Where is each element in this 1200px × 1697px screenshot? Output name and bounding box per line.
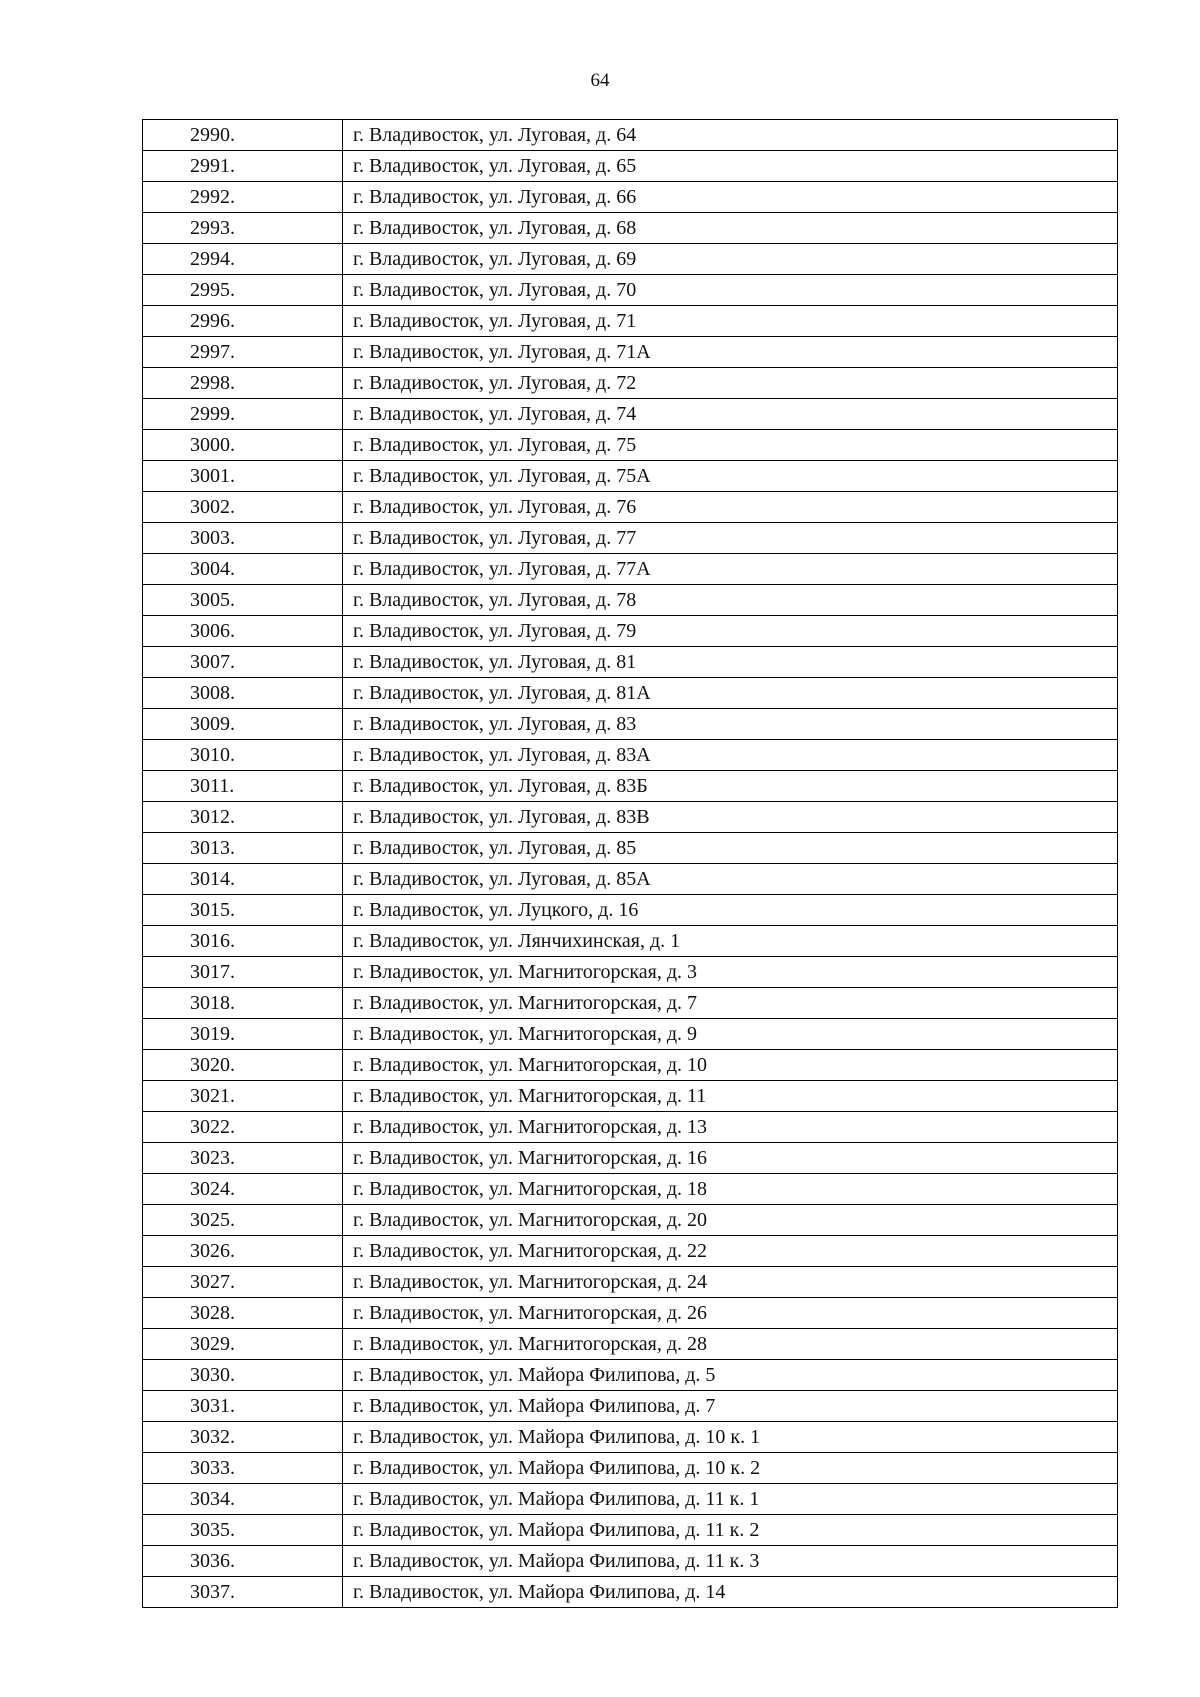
row-number: 3035.	[143, 1515, 343, 1546]
row-address: г. Владивосток, ул. Луговая, д. 83А	[343, 740, 1118, 771]
row-number: 2999.	[143, 399, 343, 430]
row-address: г. Владивосток, ул. Магнитогорская, д. 7	[343, 988, 1118, 1019]
row-number: 3028.	[143, 1298, 343, 1329]
row-address: г. Владивосток, ул. Майора Филипова, д. 7	[343, 1391, 1118, 1422]
table-row	[143, 1329, 1118, 1360]
row-address: г. Владивосток, ул. Майора Филипова, д. 11 к. 1	[343, 1484, 1118, 1515]
row-address: г. Владивосток, ул. Магнитогорская, д. 10	[343, 1050, 1118, 1081]
table-row	[143, 1577, 1118, 1608]
row-address: г. Владивосток, ул. Магнитогорская, д. 22	[343, 1236, 1118, 1267]
row-address: г. Владивосток, ул. Луговая, д. 75А	[343, 461, 1118, 492]
row-address: г. Владивосток, ул. Луцкого, д. 16	[343, 895, 1118, 926]
row-address: г. Владивосток, ул. Луговая, д. 83Б	[343, 771, 1118, 802]
row-address: г. Владивосток, ул. Магнитогорская, д. 13	[343, 1112, 1118, 1143]
table-row	[143, 988, 1118, 1019]
table-row	[143, 1298, 1118, 1329]
row-number: 3023.	[143, 1143, 343, 1174]
row-number: 2998.	[143, 368, 343, 399]
row-number: 3036.	[143, 1546, 343, 1577]
row-number: 3026.	[143, 1236, 343, 1267]
row-number: 3009.	[143, 709, 343, 740]
table-row	[143, 957, 1118, 988]
table-row	[143, 1050, 1118, 1081]
table-row	[143, 337, 1118, 368]
row-number: 3022.	[143, 1112, 343, 1143]
table-row	[143, 1081, 1118, 1112]
table-row	[143, 740, 1118, 771]
table-row	[143, 1422, 1118, 1453]
row-address: г. Владивосток, ул. Майора Филипова, д. 14	[343, 1577, 1118, 1608]
table-row	[143, 461, 1118, 492]
row-number: 2997.	[143, 337, 343, 368]
row-address: г. Владивосток, ул. Магнитогорская, д. 24	[343, 1267, 1118, 1298]
row-address: г. Владивосток, ул. Луговая, д. 83	[343, 709, 1118, 740]
table-row	[143, 833, 1118, 864]
table-row	[143, 368, 1118, 399]
table-row	[143, 1019, 1118, 1050]
row-number: 3017.	[143, 957, 343, 988]
table-row	[143, 895, 1118, 926]
row-address: г. Владивосток, ул. Луговая, д. 70	[343, 275, 1118, 306]
row-address: г. Владивосток, ул. Луговая, д. 78	[343, 585, 1118, 616]
table-row	[143, 616, 1118, 647]
table-row	[143, 647, 1118, 678]
row-number: 2995.	[143, 275, 343, 306]
row-number: 3005.	[143, 585, 343, 616]
row-address: г. Владивосток, ул. Луговая, д. 65	[343, 151, 1118, 182]
row-address: г. Владивосток, ул. Луговая, д. 83В	[343, 802, 1118, 833]
row-number: 3027.	[143, 1267, 343, 1298]
row-address: г. Владивосток, ул. Луговая, д. 77А	[343, 554, 1118, 585]
row-address: г. Владивосток, ул. Луговая, д. 71	[343, 306, 1118, 337]
row-address: г. Владивосток, ул. Луговая, д. 68	[343, 213, 1118, 244]
row-address: г. Владивосток, ул. Луговая, д. 64	[343, 120, 1118, 151]
table-row	[143, 926, 1118, 957]
table-row	[143, 771, 1118, 802]
table-row	[143, 864, 1118, 895]
row-number: 2996.	[143, 306, 343, 337]
table-row	[143, 1360, 1118, 1391]
row-address: г. Владивосток, ул. Луговая, д. 71А	[343, 337, 1118, 368]
row-number: 2994.	[143, 244, 343, 275]
row-address: г. Владивосток, ул. Майора Филипова, д. 11 к. 3	[343, 1546, 1118, 1577]
row-number: 3001.	[143, 461, 343, 492]
row-address: г. Владивосток, ул. Майора Филипова, д. 5	[343, 1360, 1118, 1391]
row-number: 3002.	[143, 492, 343, 523]
row-address: г. Владивосток, ул. Луговая, д. 85А	[343, 864, 1118, 895]
row-number: 3037.	[143, 1577, 343, 1608]
table-row	[143, 275, 1118, 306]
row-number: 3016.	[143, 926, 343, 957]
row-number: 3014.	[143, 864, 343, 895]
table-row	[143, 802, 1118, 833]
row-address: г. Владивосток, ул. Магнитогорская, д. 16	[343, 1143, 1118, 1174]
row-number: 2990.	[143, 120, 343, 151]
row-number: 3000.	[143, 430, 343, 461]
table-row	[143, 585, 1118, 616]
row-number: 3007.	[143, 647, 343, 678]
row-number: 3010.	[143, 740, 343, 771]
row-address: г. Владивосток, ул. Майора Филипова, д. 10 к. 1	[343, 1422, 1118, 1453]
table-row	[143, 120, 1118, 151]
address-table	[142, 119, 1118, 1608]
row-address: г. Владивосток, ул. Магнитогорская, д. 26	[343, 1298, 1118, 1329]
row-number: 3015.	[143, 895, 343, 926]
table-row	[143, 244, 1118, 275]
row-address: г. Владивосток, ул. Луговая, д. 79	[343, 616, 1118, 647]
table-row	[143, 1484, 1118, 1515]
row-address: г. Владивосток, ул. Магнитогорская, д. 3	[343, 957, 1118, 988]
row-address: г. Владивосток, ул. Луговая, д. 66	[343, 182, 1118, 213]
table-row	[143, 1267, 1118, 1298]
row-number: 3021.	[143, 1081, 343, 1112]
row-number: 3008.	[143, 678, 343, 709]
row-address: г. Владивосток, ул. Майора Филипова, д. 10 к. 2	[343, 1453, 1118, 1484]
row-number: 3025.	[143, 1205, 343, 1236]
row-address: г. Владивосток, ул. Луговая, д. 75	[343, 430, 1118, 461]
row-address: г. Владивосток, ул. Луговая, д. 76	[343, 492, 1118, 523]
table-row	[143, 554, 1118, 585]
table-row	[143, 678, 1118, 709]
table-row	[143, 213, 1118, 244]
row-number: 3012.	[143, 802, 343, 833]
row-address: г. Владивосток, ул. Луговая, д. 81	[343, 647, 1118, 678]
table-row	[143, 399, 1118, 430]
row-address: г. Владивосток, ул. Магнитогорская, д. 20	[343, 1205, 1118, 1236]
row-address: г. Владивосток, ул. Луговая, д. 77	[343, 523, 1118, 554]
table-row	[143, 709, 1118, 740]
row-number: 3019.	[143, 1019, 343, 1050]
row-address: г. Владивосток, ул. Луговая, д. 81А	[343, 678, 1118, 709]
table-row	[143, 523, 1118, 554]
row-number: 3024.	[143, 1174, 343, 1205]
address-table-body	[143, 120, 1118, 1608]
row-number: 3003.	[143, 523, 343, 554]
row-number: 3011.	[143, 771, 343, 802]
row-number: 3033.	[143, 1453, 343, 1484]
table-row	[143, 151, 1118, 182]
row-address: г. Владивосток, ул. Луговая, д. 72	[343, 368, 1118, 399]
table-row	[143, 430, 1118, 461]
row-address: г. Владивосток, ул. Майора Филипова, д. 11 к. 2	[343, 1515, 1118, 1546]
table-row	[143, 1515, 1118, 1546]
table-row	[143, 1205, 1118, 1236]
row-address: г. Владивосток, ул. Луговая, д. 85	[343, 833, 1118, 864]
row-address: г. Владивосток, ул. Луговая, д. 69	[343, 244, 1118, 275]
row-number: 3018.	[143, 988, 343, 1019]
table-row	[143, 1391, 1118, 1422]
row-number: 3004.	[143, 554, 343, 585]
table-row	[143, 1546, 1118, 1577]
table-row	[143, 1174, 1118, 1205]
row-number: 3031.	[143, 1391, 343, 1422]
row-number: 3032.	[143, 1422, 343, 1453]
row-address: г. Владивосток, ул. Магнитогорская, д. 11	[343, 1081, 1118, 1112]
table-row	[143, 306, 1118, 337]
row-address: г. Владивосток, ул. Магнитогорская, д. 18	[343, 1174, 1118, 1205]
page-number: 64	[590, 70, 610, 91]
row-number: 3029.	[143, 1329, 343, 1360]
table-row	[143, 1453, 1118, 1484]
table-row	[143, 182, 1118, 213]
row-number: 2992.	[143, 182, 343, 213]
row-address: г. Владивосток, ул. Магнитогорская, д. 9	[343, 1019, 1118, 1050]
row-number: 2991.	[143, 151, 343, 182]
row-address: г. Владивосток, ул. Луговая, д. 74	[343, 399, 1118, 430]
row-number: 3006.	[143, 616, 343, 647]
row-address: г. Владивосток, ул. Лянчихинская, д. 1	[343, 926, 1118, 957]
table-row	[143, 1112, 1118, 1143]
row-address: г. Владивосток, ул. Магнитогорская, д. 28	[343, 1329, 1118, 1360]
row-number: 2993.	[143, 213, 343, 244]
row-number: 3030.	[143, 1360, 343, 1391]
row-number: 3013.	[143, 833, 343, 864]
table-row	[143, 1236, 1118, 1267]
table-row	[143, 492, 1118, 523]
row-number: 3020.	[143, 1050, 343, 1081]
row-number: 3034.	[143, 1484, 343, 1515]
table-row	[143, 1143, 1118, 1174]
